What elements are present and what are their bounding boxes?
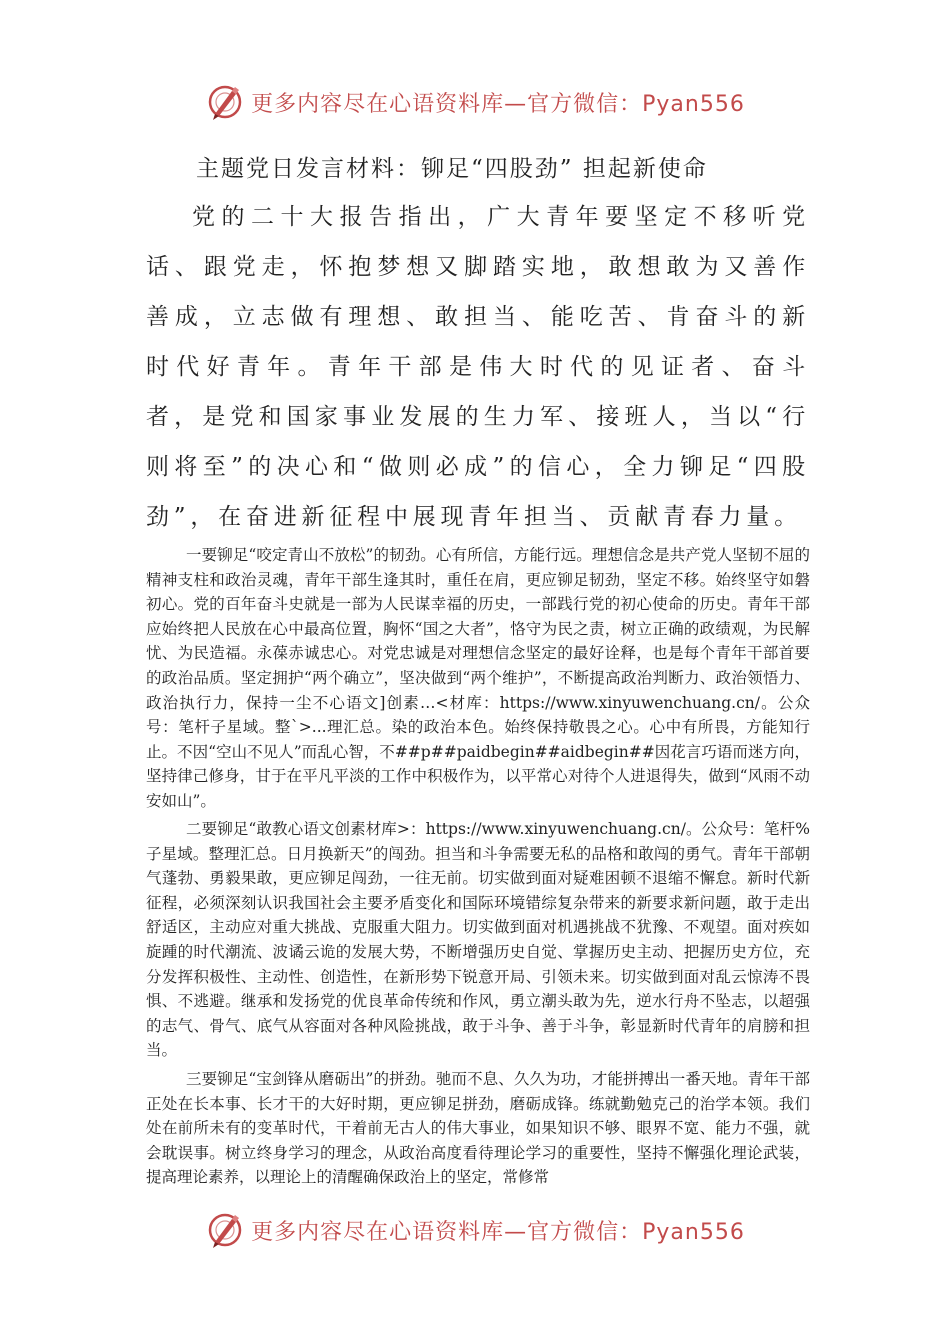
intro-paragraph: 党的二十大报告指出，广大青年要坚定不移听党话、跟党走，怀抱梦想又脚踏实地，敢想敢为又善作善成，立志做有理想、敢担当、能吃苦、肯奋斗的新时代好青年。青年干部是伟大时代的见证者、奋斗者，是党和国家事业发展的生力军、接班人，当以“行则将至”的决心和“做则必成”的信心，全力铆足“四股劲”，在奋进新征程中展现青年担当、贡献青春力量。 — [146, 204, 810, 530]
footer-banner-text: 更多内容尽在心语资料库—官方微信：Pyan556 — [251, 1219, 745, 1245]
brush-logo-icon — [205, 1210, 245, 1250]
document-title: 主题党日发言材料：铆足“四股劲” 担起新使命 — [196, 156, 708, 182]
header-banner-text: 更多内容尽在心语资料库—官方微信：Pyan556 — [251, 91, 745, 117]
header-banner — [0, 80, 950, 124]
body-paragraph-1: 一要铆足“咬定青山不放松”的韧劲。心有所信，方能行远。理想信念是共产党人坚韧不屈的精神支柱和政治灵魂，青年干部生逢其时，重任在肩，更应铆足韧劲，坚定不移。始终坚守如磐初心。党的百年奋斗史就是一部为人民谋幸福的历史，一部践行党的初心使命的历史。青年干部应始终把人民放在心中最高位置，胸怀“国之大者”，恪守为民之责，树立正确的政绩观，为民解忧、为民造福。永葆赤诚忠心。对党忠诚是对理想信念坚定的最好诠释，也是每个青年干部首要的政治品质。坚定拥护“两个确立”，坚决做到“两个维护”，不断提高政治判断力、政治领悟力、政治执行力，保持一尘不心语文]创素…<材库：https://www.xinyuwenchuang.cn/。公众号：笔杆子星域。整`>...理汇总。染的政治本色。始终保持敬畏之心。心中有所畏，方能知行止。不因“空山不见人”而乱心智，不##p##paidbegin##aidbegin##因花言巧语而迷方向，坚持律己修身，甘于在平凡平淡的工作中积极作为，以平常心对待个人进退得失，做到“风雨不动安如山”。 — [146, 546, 810, 810]
footer-banner — [0, 1208, 950, 1252]
body-paragraph-2: 二要铆足“敢教心语文创素材库>：https://www.xinyuwenchuang.cn/。公众号：笔杆%子星域。整理汇总。日月换新天”的闯劲。担当和斗争需要无私的品格和敢闯的勇气。青年干部朝气蓬勃、勇毅果敢，更应铆足闯劲，一往无前。切实做到面对疑难困顿不退缩不懈怠。新时代新征程，必须深刻认识我国社会主要矛盾变化和国际环境错综复杂带来的新要求新问题，敢于走出舒适区，主动应对重大挑战、克服重大阻力。切实做到面对机遇挑战不犹豫、不观望。面对疾如旋踵的时代潮流、波谲云诡的发展大势，不断增强历史自觉、掌握历史主动、把握历史方位，充分发挥积极性、主动性、创造性，在新形势下锐意开局、引领未来。切实做到面对乱云惊涛不畏惧、不逃避。继承和发扬党的优良革命传统和作风，勇立潮头敢为先，逆水行舟不坠志，以超强的志气、骨气、底气从容面对各种风险挑战，敢于斗争、善于斗争，彰显新时代青年的肩膀和担当。 — [146, 820, 810, 1060]
brush-logo-icon — [205, 82, 245, 122]
body-paragraph-3: 三要铆足“宝剑锋从磨砺出”的拼劲。驰而不息、久久为功，才能拼搏出一番天地。青年干部正处在长本事、长才干的大好时期，更应铆足拼劲，磨砺成锋。练就勤勉克己的治学本领。我们处在前所未有的变革时代，干着前无古人的伟大事业，如果知识不够、眼界不宽、能力不强，就会耽误事。树立终身学习的理念，从政治高度看待理论学习的重要性，坚持不懈强化理论武装，提高理论素养，以理论上的清醒确保政治上的坚定，常修常 — [146, 1070, 810, 1187]
